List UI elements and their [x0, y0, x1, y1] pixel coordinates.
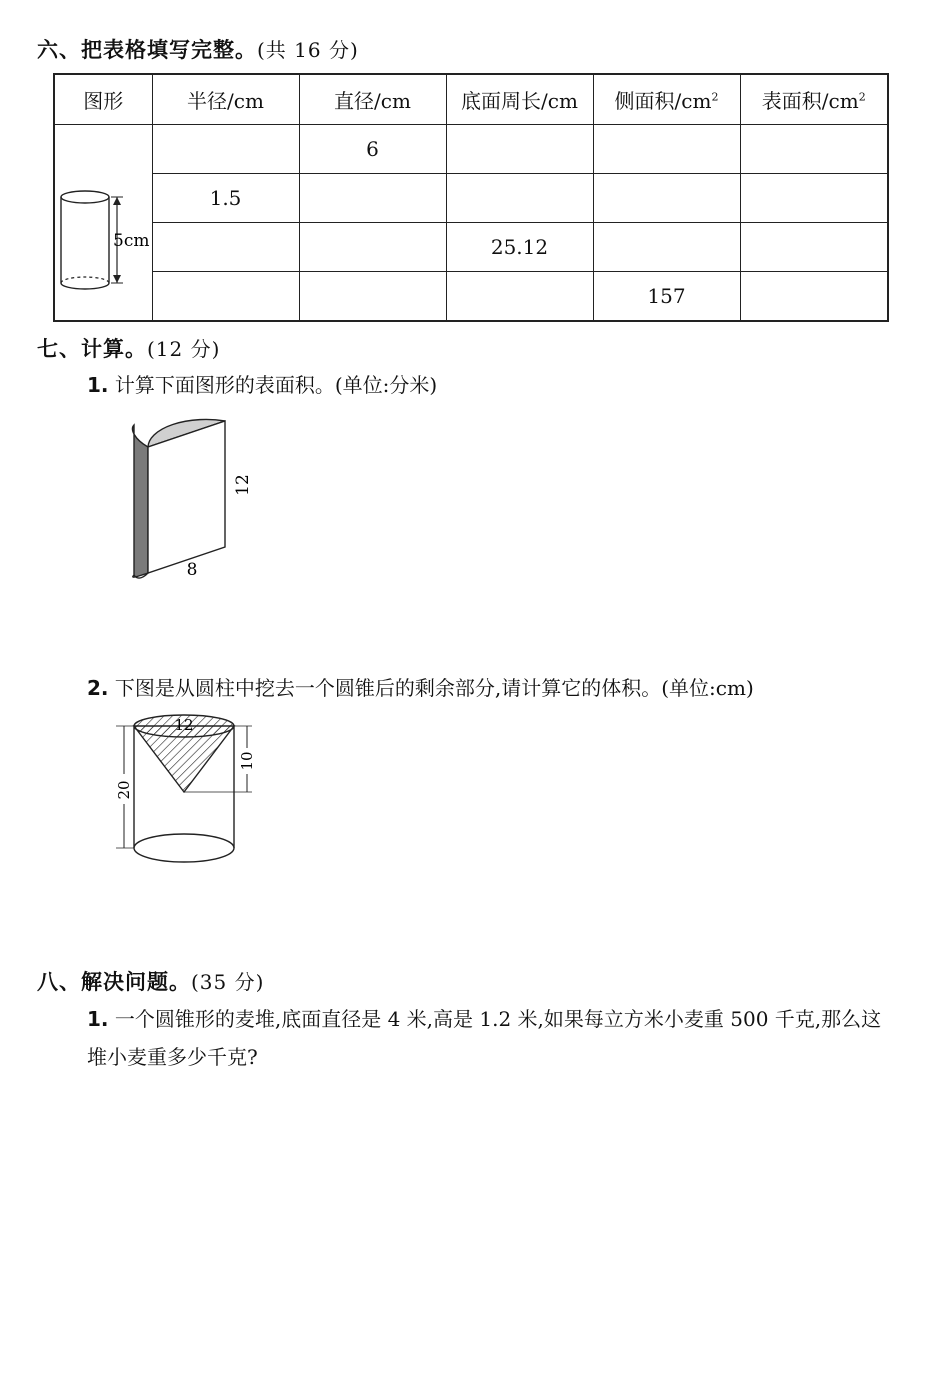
cell-r1-surface[interactable]	[740, 125, 888, 174]
cylinder-cone-figure	[112, 708, 272, 878]
section-7-title	[37, 333, 220, 363]
section-7-points: (12 分)	[147, 337, 221, 361]
cell-r3-diameter[interactable]	[299, 223, 446, 272]
q7-1-prompt	[87, 366, 437, 404]
header-surface-area: 表面积$/cm^2$	[740, 74, 888, 125]
cell-r4-lateral[interactable]: 157	[593, 272, 740, 322]
cell-r3-circumference[interactable]: 25.12	[446, 223, 593, 272]
cylinder-height-label: 5cm	[113, 231, 150, 251]
cell-r3-radius[interactable]	[152, 223, 299, 272]
section-6-points: (共 16 分)	[257, 38, 359, 62]
cell-r4-radius[interactable]	[152, 272, 299, 322]
q7-2-text: 下图是从圆柱中挖去一个圆锥后的剩余部分,请计算它的体积。(单位:cm)	[114, 676, 754, 700]
cylinder-height-label-2: 20	[115, 780, 133, 800]
section-8-title	[37, 966, 264, 996]
q7-2-number: 2.	[87, 676, 109, 700]
cell-r2-radius[interactable]: 1.5	[152, 174, 299, 223]
cell-r4-circumference[interactable]	[446, 272, 593, 322]
header-radius: 半径/cm	[152, 74, 299, 125]
half-cylinder-figure	[110, 405, 270, 590]
cell-r4-surface[interactable]	[740, 272, 888, 322]
table-row	[54, 125, 888, 174]
cone-diameter-label: 12	[174, 716, 194, 734]
fill-table	[53, 73, 889, 322]
half-cylinder-diameter-label: 8	[186, 560, 198, 580]
cell-r4-diameter[interactable]	[299, 272, 446, 322]
header-lateral-area: 侧面积$/cm^2$	[593, 74, 740, 125]
table-header-row	[54, 74, 888, 125]
q7-1-text: 计算下面图形的表面积。(单位:分米)	[114, 373, 438, 397]
cylinder-figure-cell	[54, 125, 152, 322]
half-cylinder-height-label: 12	[233, 474, 253, 496]
section-8-points: (35 分)	[191, 970, 265, 994]
cell-r1-diameter[interactable]: 6	[299, 125, 446, 174]
section-6-heading: 六、把表格填写完整。	[37, 38, 257, 62]
section-8-heading: 八、解决问题。	[37, 970, 191, 994]
q8-1-prompt	[87, 1000, 899, 1076]
table-row	[54, 174, 888, 223]
cell-r2-surface[interactable]	[740, 174, 888, 223]
section-7-heading: 七、计算。	[37, 337, 147, 361]
cylinder-figure	[55, 145, 153, 295]
cell-r2-diameter[interactable]	[299, 174, 446, 223]
q7-2-prompt	[87, 669, 754, 707]
cell-r2-circumference[interactable]	[446, 174, 593, 223]
q8-1-text: 一个圆锥形的麦堆,底面直径是 4 米,高是 1.2 米,如果每立方米小麦重 500 千克,那么这堆小麦重多少千克?	[87, 1007, 882, 1069]
cell-r3-lateral[interactable]	[593, 223, 740, 272]
cell-r1-radius[interactable]	[152, 125, 299, 174]
q8-1-number: 1.	[87, 1007, 109, 1031]
cell-r3-surface[interactable]	[740, 223, 888, 272]
header-shape: 图形	[54, 74, 152, 125]
section-6-title	[37, 34, 359, 64]
cone-height-label: 10	[238, 751, 256, 771]
cell-r2-lateral[interactable]	[593, 174, 740, 223]
cell-r1-circumference[interactable]	[446, 125, 593, 174]
cell-r1-lateral[interactable]	[593, 125, 740, 174]
header-diameter: 直径/cm	[299, 74, 446, 125]
q7-1-number: 1.	[87, 373, 109, 397]
header-circumference: 底面周长/cm	[446, 74, 593, 125]
table-row	[54, 223, 888, 272]
table-row	[54, 272, 888, 322]
